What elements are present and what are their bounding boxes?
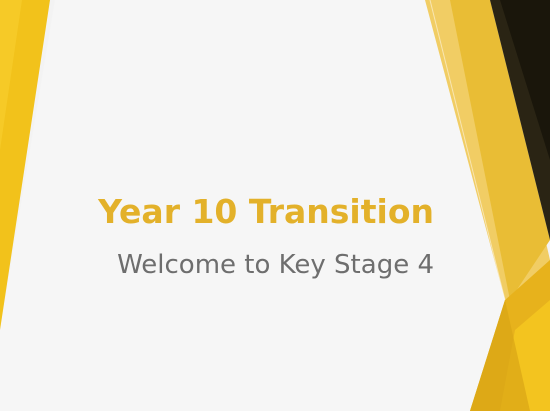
slide-subtitle: Welcome to Key Stage 4 <box>117 250 434 280</box>
slide-title: Year 10 Transition <box>98 192 434 231</box>
